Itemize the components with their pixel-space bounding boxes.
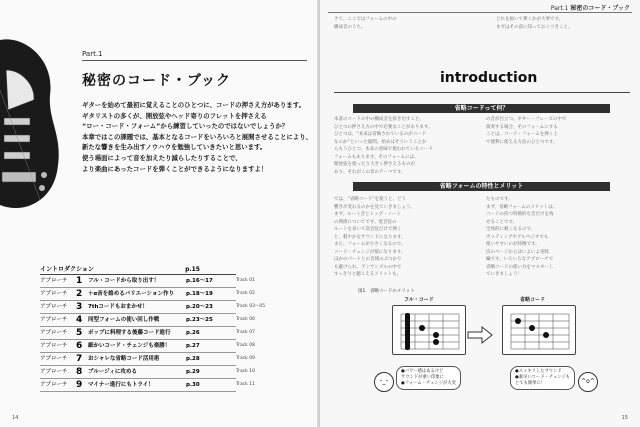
body-line: すっきりと聴こえるメリットも。: [334, 272, 402, 277]
omitted-chord-diagram: [502, 305, 576, 355]
intro-top-text: [334, 16, 474, 46]
toc-row-title: おシャレな省略コード活用術: [88, 356, 160, 362]
arrow-right-icon: [466, 325, 494, 345]
toc-row-page: p.18〜19: [186, 291, 213, 297]
toc-row-track: Track 07: [236, 330, 255, 335]
toc-row-track: Track 08: [236, 343, 255, 348]
lead-line: 本章ではこの課題では、基本となるコードをいろいろと展開させることにより、: [82, 132, 313, 141]
section-band-2: 省略フォームの特性とメリット: [353, 182, 610, 191]
body-line: 全体的に軽くなるので、: [486, 227, 536, 232]
toc-intro-label: イントロダクション: [40, 266, 94, 273]
toc-approach-label: アプローチ: [40, 356, 68, 362]
body-line: ほかのパートとの音域のぶつかり: [334, 257, 402, 262]
body-line: コード・チェンジが楽になります。: [334, 249, 406, 255]
toc-approach-label: アプローチ: [40, 278, 68, 284]
toc-row-track: Track 01: [236, 278, 255, 283]
toc-row-page: p.16〜17: [186, 278, 213, 284]
body-line: ていきましょう！: [486, 272, 522, 277]
toc-approach-number: 1: [76, 276, 83, 286]
lead-line: “ロー・コード・フォーム”から練習していったのではないでしょうか？: [82, 122, 289, 131]
toc-approach-number: 3: [76, 302, 83, 312]
body-line: まず、省略フォームのメリットは、: [486, 204, 558, 210]
toc-approach-number: 6: [76, 341, 83, 351]
toc-row-title: フル・コードから取り出す！: [88, 278, 160, 284]
toc-row-track: Track 11: [236, 382, 255, 387]
part-label: Part.1: [82, 50, 103, 58]
body-line: も避けられ、アンサンブルの中で: [334, 264, 402, 270]
toc-row-title: 同型フォームの使い回し作戦: [88, 317, 160, 323]
toc-row-track: Track 03〜05: [236, 304, 266, 309]
toc-approach-number: 9: [76, 380, 83, 390]
lead-line: 使う場面によって音を加えたり減らしたりすることで、: [82, 153, 242, 162]
body-line: 省略コードの使い方をマスターし: [486, 264, 554, 270]
chapter-title: 秘密のコード・ブック: [82, 73, 232, 89]
toc-approach-label: アプローチ: [40, 291, 68, 297]
toc-row-track: Track 06: [236, 317, 255, 322]
toc-row-page: p.26: [186, 330, 200, 336]
electric-guitar-icon: [0, 0, 70, 230]
body-line: で便利に使える方法のひとつです。: [486, 139, 558, 145]
page-number-left: 14: [12, 415, 19, 421]
section2-col-right: [486, 196, 626, 280]
full-chord-fretboard: [393, 306, 465, 354]
body-line: ひとつの押さえ方の中で必要なことがあります。: [334, 124, 433, 130]
body-line: コードの持つ特徴的な音だけを残: [486, 212, 554, 217]
body-line: 構成音のうち、: [334, 24, 366, 30]
bubble-line: ●素早いコード・チェンジも: [515, 375, 571, 380]
lead-line: 新たな響きを生み出すノウハウを勉強していきたいと思います。: [82, 143, 267, 152]
toc-row: [40, 288, 255, 301]
toc-intro-row: [40, 265, 236, 275]
body-line: たものです。: [486, 197, 513, 202]
body-line: 響きが変わるのかを見ていきましょう。: [334, 204, 415, 210]
lead-line: ギターを始めて最初に覚えることのひとつに、コードの押さえ方があります。: [82, 101, 305, 109]
toc-row-page: p.28: [186, 356, 200, 362]
toc-row-title: マイナー進行にもトライ！: [88, 382, 154, 388]
bubble-line: ●フォーム・チェンジが大変: [401, 381, 456, 386]
toc-approach-number: 8: [76, 367, 83, 377]
omitted-chord-fretboard: [503, 306, 575, 354]
bubble-line: サウンドが重い印象に: [401, 375, 444, 380]
body-line: まずはその前に知っておくべきこと。: [496, 24, 573, 30]
body-line: ことは、コード・フォームを弾く上: [486, 132, 558, 137]
body-line: 演奏する場合、そのフォームにする: [486, 124, 558, 130]
toc-row-page: p.20〜23: [186, 304, 213, 310]
running-head: [551, 3, 630, 12]
left-page: [0, 0, 319, 427]
body-line: らもうひとつ、本来の意味で使われているコード: [334, 147, 433, 152]
lead-paragraph: [82, 100, 312, 174]
toc-intro-page: p.15: [185, 266, 200, 273]
toc-approach-number: 5: [76, 328, 83, 338]
body-line: どれを抜いて弾くかが大事です。: [496, 17, 564, 22]
toc-approach-number: 7: [76, 354, 83, 364]
body-line: せることです。: [486, 219, 518, 225]
lead-line: より楽曲にあったコードを弾くことができるようになりますよ！: [82, 164, 268, 173]
toc-approach-label: アプローチ: [40, 304, 68, 310]
body-line: フォームもあります。そのフォームには、: [334, 154, 419, 160]
body-line: 使いやすいのが特徴です。: [486, 242, 540, 247]
page-number-right: 15: [621, 415, 628, 421]
toc-row-track: Track 10: [236, 369, 255, 374]
toc-approach-label: アプローチ: [40, 343, 68, 349]
toc-row: [40, 379, 255, 392]
toc-row: [40, 327, 255, 340]
toc-row-track: Track 09: [236, 356, 255, 361]
body-line: 編です。いろいろなアプローチで: [486, 257, 554, 262]
toc-row-page: p.29: [186, 369, 200, 375]
introduction-rule: [334, 92, 630, 93]
toc-approach-label: アプローチ: [40, 317, 68, 323]
body-line: さて、ここではフォームの中の: [334, 17, 397, 22]
running-head-title: 秘密のコード・ブック: [570, 5, 630, 12]
body-line: では、“省略コード”を使うと、どう: [334, 197, 407, 202]
body-line: の関係についてです。低音弦の: [334, 219, 397, 225]
toc-row: [40, 366, 255, 379]
toc-approach-label: アプローチ: [40, 369, 68, 375]
toc-row-title: ポップに料理する後藤コード進行: [88, 330, 171, 336]
body-line: 本書のコードの中の構成音を抜き出すこと、: [334, 117, 424, 122]
body-line: と、軽やかなサウンドになります。: [334, 234, 406, 240]
intro-top-text-2: [496, 16, 626, 61]
full-chord-diagram: [392, 305, 466, 355]
running-head-part: Part.1: [550, 5, 569, 12]
body-line: なのか”といった疑問。始めはそういうことか: [334, 139, 427, 145]
toc-approach-label: アプローチ: [40, 382, 68, 388]
toc-row: [40, 314, 255, 327]
toc-approach-label: アプローチ: [40, 330, 68, 336]
toc-row-title: ＋α音を絡めるバリエーション作り: [88, 291, 174, 297]
section1-col-right: [486, 116, 626, 178]
toc-row-title: 7thコードもおまかせ！: [88, 304, 148, 310]
body-line: あり、それがこの章のテーマです。: [334, 169, 406, 175]
body-line: ルートを省いて高音弦だけで弾く: [334, 227, 402, 232]
toc-row: [40, 301, 266, 314]
body-line: の音が目立つ。ギター・フレーズの中で: [486, 117, 567, 122]
toc-row-page: p.30: [186, 382, 200, 388]
part-rule: [82, 60, 307, 61]
toc-row-title: 細かいコード・チェンジも楽勝！: [88, 343, 171, 349]
toc-approach-number: 2: [76, 289, 83, 299]
table-of-contents: [40, 265, 266, 392]
speech-bubble-right: [510, 366, 575, 390]
smiley-face-icon: ^o^: [578, 372, 598, 392]
toc-row-page: p.23〜25: [186, 317, 213, 323]
speech-bubble-left: [396, 366, 461, 390]
toc-row: [40, 275, 255, 288]
section2-col-left: [334, 196, 474, 280]
toc-approach-number: 4: [76, 315, 83, 325]
body-line: カッティングやアルペジオでも: [486, 234, 549, 240]
toc-row: [40, 353, 255, 366]
toc-row: [40, 340, 255, 353]
bubble-line: ●パワー感はあるけど: [401, 369, 444, 374]
body-line: また、フォームが小さくなるので、: [334, 242, 406, 247]
toc-row-title: ブルージィに攻める: [88, 369, 137, 375]
header-rule: [328, 12, 632, 13]
body-line: ひとつは、“本来は省略されているのがコード: [334, 132, 427, 137]
omitted-chord-caption: 省略コード: [520, 297, 546, 303]
bubble-line: ●スッキリしたサウンド: [515, 369, 562, 374]
section-band-1: 省略コードって何？: [353, 104, 610, 113]
lead-line: ギタリストの多くが、開放弦やヘッド寄りのフレットを押さえる: [82, 111, 267, 120]
body-line: 次のページからはいよいよ実践: [486, 249, 549, 255]
smiley-face-icon: ･_･: [374, 372, 394, 392]
body-line: 開放弦を使ったり大きく押さえるものが: [334, 162, 415, 167]
body-line: まず、ルート音とトップ・ノート: [334, 212, 401, 217]
toc-row-track: Track 02: [236, 291, 255, 296]
bubble-line: とても簡単に！: [515, 381, 546, 386]
toc-row-page: p.27: [186, 343, 200, 349]
introduction-heading: introduction: [440, 70, 538, 86]
section1-col-left: [334, 116, 474, 178]
full-chord-caption: フル・コード: [404, 297, 434, 303]
figure-label: 図1 省略コードのメリット: [358, 289, 415, 294]
